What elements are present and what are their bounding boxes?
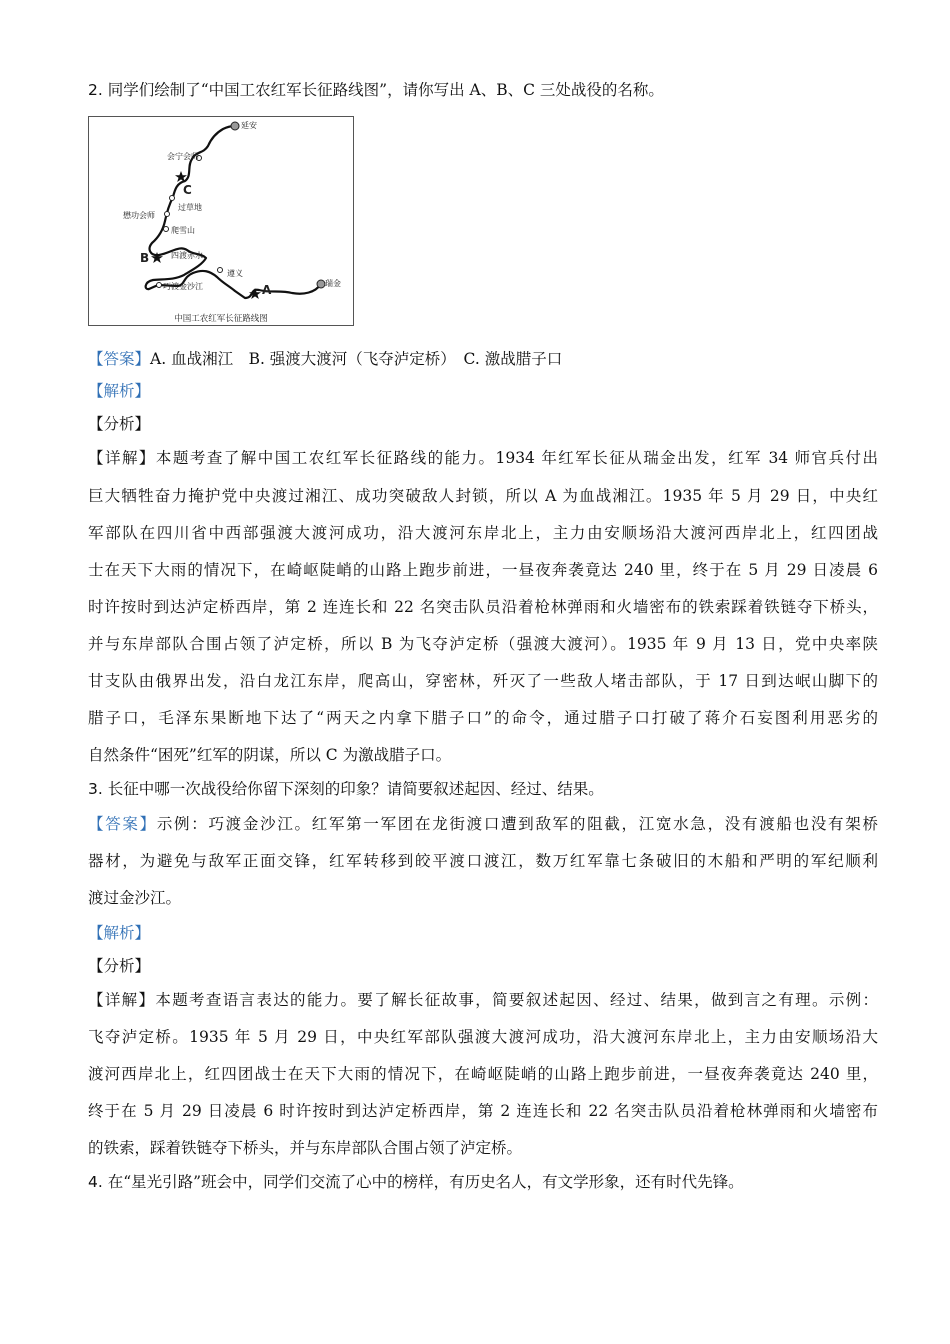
jinsha-marker: [157, 283, 162, 288]
label-c: C: [183, 183, 192, 197]
question-number: 4.: [88, 1173, 103, 1191]
answer-text: A. 血战湘江 B. 强渡大渡河（飞夺泸定桥） C. 激战腊子口: [150, 350, 563, 368]
label-a: A: [262, 283, 272, 297]
q2-detail-line: 巨大牺牲奋力掩护党中央渡过湘江、成功突破敌人封锁，所以 A 为血战湘江。1935 年 5 月 29 日，中央红: [88, 487, 878, 505]
label-caodi: 过草地: [178, 203, 202, 212]
label-ruijin: 瑞金: [325, 279, 341, 288]
maogong-marker: [165, 212, 170, 217]
question-number: 2.: [88, 81, 103, 99]
label-yanan: 延安: [241, 121, 257, 130]
q3-jiexi-tag: 【解析】: [88, 924, 151, 942]
q3-answer-line: 渡过金沙江。: [88, 889, 182, 907]
question-2: [88, 80, 878, 100]
q2-detail-line: 甘支队由俄界出发，沿白龙江东岸，爬高山，穿密林，歼灭了一些敌人堵击部队，于 17 日到达岷山脚下的: [88, 672, 878, 690]
question-text: 长征中哪一次战役给你留下深刻的印象？请简要叙述起因、经过、结果。: [102, 780, 604, 798]
map-caption: 中国工农红军长征路线图: [174, 314, 268, 324]
label-zunyi: 遵义: [227, 269, 243, 278]
label-huining: 会宁会师: [167, 152, 199, 161]
q2-detail-line: 军部队在四川省中西部强渡大渡河成功，沿大渡河东岸北上，主力由安顺场沿大渡河西岸北上，红四团战: [88, 524, 878, 542]
answer-tag: 【答案】: [88, 350, 151, 368]
detail-tag: 【详解】: [88, 449, 156, 467]
answer-tag: 【答案】: [88, 815, 157, 833]
route-map-drawing: [89, 117, 353, 325]
q2-detail-line: 腊子口，毛泽东果断地下达了“两天之内拿下腊子口”的命令，通过腊子口打破了蒋介石妄图利用恶劣的: [88, 709, 878, 727]
yanan-marker: [231, 122, 239, 130]
q3-detail-line: 的铁索，踩着铁链夺下桥头，并与东岸部队合围占领了泸定桥。: [88, 1139, 523, 1157]
q2-detail-line: 士在天下大雨的情况下，在崎岖陡峭的山路上跑步前进，一昼夜奔袭竟达 240 里，终于在 5 月 29 日凌晨 6: [88, 561, 878, 579]
label-maogong: 懋功会师: [123, 211, 155, 220]
label-jinsha: 巧渡金沙江: [163, 282, 203, 291]
q3-detail-line: 飞夺泸定桥。1935 年 5 月 29 日，中央红军部队强渡大渡河成功，沿大渡河东岸北上，主力由安顺场沿大: [88, 1028, 878, 1046]
q3-fenxi-tag: 【分析】: [88, 957, 151, 975]
q2-detail-line: 自然条件“困死”红军的阴谋，所以 C 为激战腊子口。: [88, 746, 452, 764]
q2-answer: [88, 349, 878, 369]
caodi-marker: [170, 196, 175, 201]
zunyi-marker: [218, 268, 223, 273]
q3-detail-line: 渡河西岸北上，红四团战士在天下大雨的情况下，在崎岖陡峭的山路上跑步前进，一昼夜奔袭竟达 240 里，: [88, 1065, 878, 1083]
q2-detail-line: 并与东岸部队合围占领了泸定桥，所以 B 为飞夺泸定桥（强渡大渡河）。1935 年 9 月 13 日，党中央率陕: [88, 635, 878, 653]
q3-detail-line: 终于在 5 月 29 日凌晨 6 时许按时到达泸定桥西岸，第 2 连连长和 22 名突击队员沿着枪林弹雨和火墙密布: [88, 1102, 878, 1120]
q2-detail-line: [88, 448, 878, 468]
long-march-route-map: [88, 116, 354, 326]
question-text: 在“星光引路”班会中，同学们交流了心中的榜样，有历史名人，有文学形象，还有时代先锋。: [102, 1173, 744, 1191]
q2-detail-line: 时许按时到达泸定桥西岸，第 2 连连长和 22 名突击队员沿着枪林弹雨和火墙密布的铁索踩着铁链夺下桥头，: [88, 598, 878, 616]
q2-jiexi-tag: 【解析】: [88, 382, 151, 400]
answer-text: 示例：巧渡金沙江。红军第一军团在龙街渡口遭到敌军的阻截，江宽水急，没有渡船也没有架桥: [156, 815, 878, 833]
label-chishui: 四渡赤水: [171, 251, 203, 260]
label-b: B: [140, 251, 150, 265]
question-4: [88, 1172, 878, 1192]
ruijin-marker: [317, 280, 325, 288]
label-xueshan: 爬雪山: [171, 226, 195, 235]
detail-text: 本题考查语言表达的能力。要了解长征故事，简要叙述起因、经过、结果，做到言之有理。示例：: [155, 991, 878, 1009]
detail-text: 本题考查了解中国工农红军长征路线的能力。1934 年红军长征从瑞金出发，红军 34 师官兵付出: [155, 449, 878, 467]
q2-fenxi-tag: 【分析】: [88, 415, 151, 433]
detail-tag: 【详解】: [88, 991, 156, 1009]
q3-answer-line: 器材，为避免与敌军正面交锋，红军转移到皎平渡口渡江，数万红军靠七条破旧的木船和严明的军纪顺利: [88, 852, 878, 870]
question-text: 同学们绘制了“中国工农红军长征路线图”，请你写出 A、B、C 三处战役的名称。: [102, 81, 664, 99]
question-3: [88, 779, 878, 799]
xueshan-marker: [164, 227, 169, 232]
q3-detail-line: [88, 990, 878, 1010]
q3-answer-line: [88, 814, 878, 834]
question-number: 3.: [88, 780, 103, 798]
